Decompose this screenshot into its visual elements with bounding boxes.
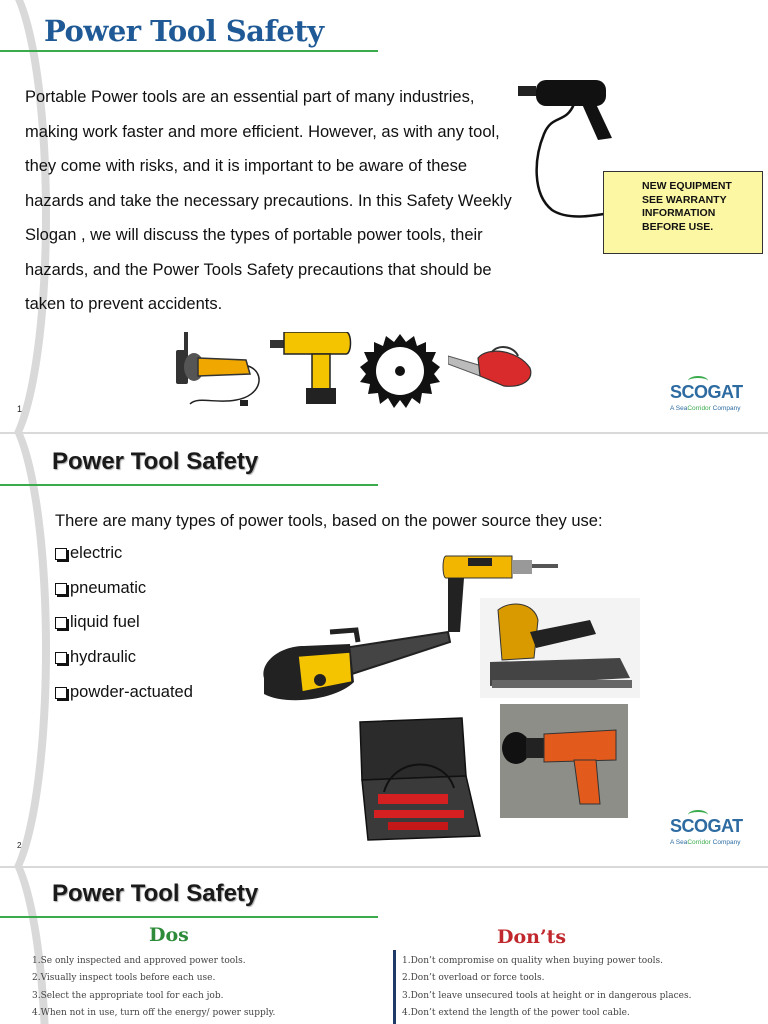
list-item: pneumatic bbox=[55, 579, 193, 614]
donts-heading: Don’ts bbox=[497, 926, 567, 948]
title-underline bbox=[0, 916, 378, 918]
power-source-intro: There are many types of power tools, based on the power source they use: bbox=[55, 512, 603, 530]
slide-title: Power Tool Safety bbox=[44, 14, 324, 48]
donts-accent-bar bbox=[393, 950, 396, 1024]
slide-2 bbox=[0, 434, 768, 866]
powder-actuated-tool-image bbox=[500, 704, 628, 818]
slide-1 bbox=[0, 0, 768, 432]
cordless-drill-icon bbox=[270, 332, 354, 408]
pneumatic-nailer-image bbox=[480, 598, 640, 698]
checkbox-bullet-icon bbox=[55, 617, 67, 629]
warning-tag: NEW EQUIPMENT SEE WARRANTY INFORMATION BEFORE USE. bbox=[603, 171, 763, 254]
company-logo: SCOGAT A SeaCorridor Company bbox=[670, 810, 750, 854]
list-item: 4.When not in use, turn off the energy/ power supply. bbox=[32, 1007, 276, 1018]
checkbox-bullet-icon bbox=[55, 687, 67, 699]
list-item: 3.Don’t leave unsecured tools at height or in dangerous places. bbox=[402, 990, 692, 1001]
slide-title: Power Tool Safety bbox=[52, 880, 259, 907]
list-item: 2.Visually inspect tools before each use. bbox=[32, 973, 216, 984]
slide-title: Power Tool Safety bbox=[52, 448, 259, 475]
title-underline bbox=[0, 484, 378, 486]
hydraulic-kit-image bbox=[354, 716, 482, 842]
checkbox-bullet-icon bbox=[55, 583, 67, 595]
chainsaw-icon bbox=[448, 346, 534, 394]
title-underline bbox=[0, 50, 378, 52]
donts-list bbox=[402, 956, 692, 1024]
list-item: hydraulic bbox=[55, 648, 193, 683]
list-item: electric bbox=[55, 544, 193, 579]
dos-heading: Dos bbox=[149, 924, 189, 946]
power-source-list bbox=[55, 544, 193, 717]
list-item: liquid fuel bbox=[55, 613, 193, 648]
slide-3 bbox=[0, 868, 768, 1024]
slide-number: 2 bbox=[17, 841, 22, 850]
list-item: powder-actuated bbox=[55, 683, 193, 718]
list-item: 2.Don’t overload or force tools. bbox=[402, 973, 545, 984]
list-item: 4.Don’t extend the length of the power tool cable. bbox=[402, 1007, 630, 1018]
dos-list bbox=[32, 956, 275, 1024]
angle-grinder-icon bbox=[176, 330, 264, 412]
circular-saw-blade-icon bbox=[360, 334, 440, 408]
company-logo: SCOGAT A SeaCorridor Company bbox=[670, 376, 750, 420]
list-item: 1.Se only inspected and approved power tools. bbox=[32, 956, 246, 966]
slide-number: 1 bbox=[17, 404, 23, 414]
list-item: 1.Don’t compromise on quality when buying power tools. bbox=[402, 956, 663, 966]
chainsaw-image bbox=[256, 622, 452, 712]
intro-paragraph: Portable Power tools are an essential part of many industries, making work faster and more efficient. However, as with any tool, they come with risks, and it is important to be aware of these hazards and take the necessary precautions. In this Safety Weekly Slogan , we will discuss the types of portable power tools, their hazards, and the Power Tools Safety precautions that should be taken to prevent accidents. bbox=[25, 88, 512, 313]
checkbox-bullet-icon bbox=[55, 652, 67, 664]
list-item: 3.Select the appropriate tool for each job. bbox=[32, 990, 224, 1001]
checkbox-bullet-icon bbox=[55, 548, 67, 560]
